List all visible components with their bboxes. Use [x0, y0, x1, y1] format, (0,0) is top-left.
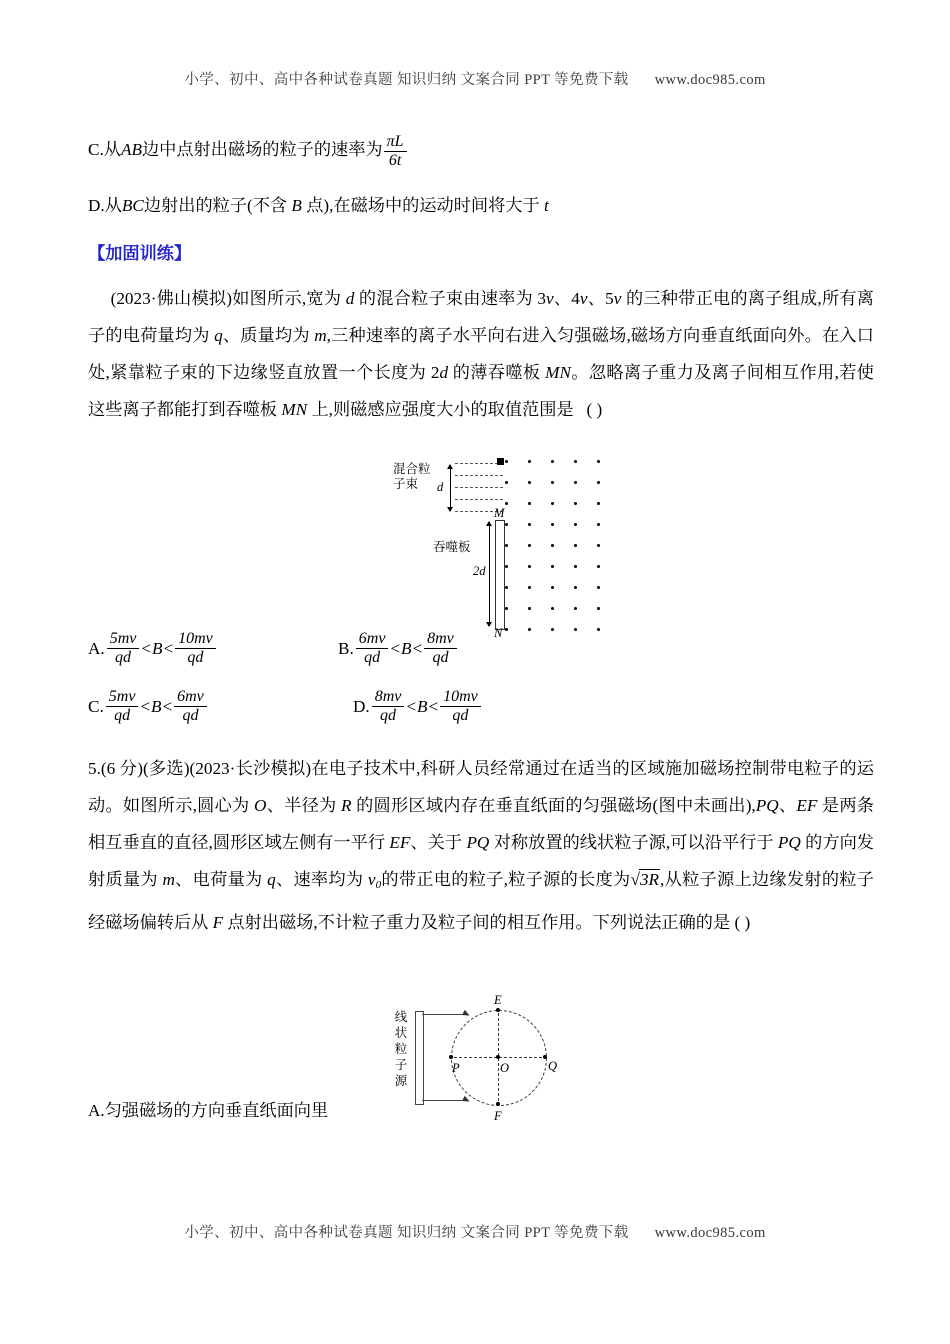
question-5-source: (2023·长沙模拟) — [189, 758, 312, 778]
point-f-label: F — [494, 1109, 502, 1123]
prev-option-d — [88, 188, 874, 223]
prev-option-d-var3: t — [543, 195, 549, 215]
reinforce-option-a[interactable] — [88, 626, 338, 672]
prev-option-d-var1: BC — [121, 195, 144, 215]
reinforce-source: (2023·佛山模拟) — [110, 288, 232, 308]
opt-a-rhs-den: qd — [187, 649, 204, 667]
opt-c-lhs-den: qd — [114, 707, 131, 725]
emission-ray-bottom — [422, 1100, 466, 1101]
reinforce-option-c[interactable] — [88, 684, 353, 730]
opt-b-rhs-num: 8mv — [424, 630, 457, 649]
point-o-label: O — [500, 1061, 510, 1075]
opt-b-relation: <B< — [389, 638, 424, 658]
opt-d-relation: <B< — [405, 696, 440, 716]
prev-option-c-prefix: C.从 — [88, 140, 121, 159]
opt-a-relation: <B< — [140, 638, 175, 658]
opt-a-lhs-num: 5mv — [107, 630, 140, 649]
question-5-type: (多选) — [142, 758, 190, 778]
prev-option-c-var: AB — [120, 140, 142, 159]
opt-c-rhs-num: 6mv — [174, 688, 207, 707]
prev-option-d-var2: B — [291, 195, 302, 215]
point-p-label: P — [452, 1061, 460, 1075]
emission-arrow-top — [462, 1010, 471, 1019]
question-5-option-a[interactable]: A.匀强磁场的方向垂直纸面向里 — [88, 1100, 329, 1120]
beam-dash-line — [455, 499, 503, 500]
beam-dash-line — [455, 475, 503, 476]
fraction-numerator: πL — [384, 133, 407, 152]
point-q-label: Q — [548, 1059, 558, 1073]
opt-c-lhs-num: 5mv — [106, 688, 139, 707]
fraction-denominator: 6t — [388, 151, 402, 169]
header-promo-text: 小学、初中、高中各种试卷真题 知识归纳 文案合同 PPT 等免费下载 — [184, 72, 629, 88]
point-n-label: N — [494, 626, 503, 640]
beam-width-label: d — [437, 480, 444, 494]
plate-length-label: 2d — [473, 564, 486, 578]
point-e-label: E — [494, 993, 502, 1007]
emission-ray-top — [422, 1014, 466, 1015]
question-5-paragraph — [88, 750, 874, 941]
prev-option-d-text2: 点),在磁场中的运动时间将大于 — [301, 195, 544, 215]
footer-promo-text: 小学、初中、高中各种试卷真题 知识归纳 文案合同 PPT 等免费下载 — [184, 1225, 629, 1241]
prev-option-d-prefix: D.从 — [88, 195, 122, 215]
line-particle-source — [415, 1011, 424, 1105]
emission-arrow-bottom — [462, 1096, 471, 1105]
reinforce-line-1: 如图所示,宽为 d 的混合粒子束由速率为 3v、4v、5v 的三种带正电的离子组成,所有离子的电荷量均为 q、质量均为 m,三种速率的离子水平向右进入匀强磁场,磁场方向垂直纸面向外。在入口处,紧靠粒子束的下边缘竖直放置一个长度为 2d 的薄吞噬板 MN。忽略离子重力及离子间相互作用,若使这些离子都能打到吞噬板 MN 上,则磁感应强度大小的取值范围是 — [88, 288, 874, 419]
reinforce-option-d[interactable] — [353, 684, 482, 730]
beam-dash-line — [455, 463, 503, 464]
reinforce-answer-blank: ( ) — [586, 399, 603, 419]
reinforce-question-paragraph — [88, 280, 874, 428]
page-header-runner — [0, 68, 950, 89]
reinforce-option-b-label: B. — [338, 638, 354, 658]
footer-site-url: www.doc985.com — [654, 1225, 766, 1241]
mixed-beam-label: 混合粒 子束 — [393, 462, 431, 491]
line-source-label: 线 状 粒 子 源 — [394, 1010, 408, 1088]
reinforce-options-row-2 — [88, 684, 874, 730]
beam-entry-marker — [497, 458, 504, 465]
opt-c-relation: <B< — [139, 696, 174, 716]
page-footer-runner — [0, 1221, 950, 1242]
opt-a-lhs-den: qd — [115, 649, 132, 667]
prev-option-d-text1: 边射出的粒子(不含 — [143, 195, 292, 215]
question-5-answer-blank: ( ) — [734, 912, 751, 932]
beam-width-arrow — [450, 465, 451, 511]
question-5-body: 在电子技术中,科研人员经常通过在适当的区域施加磁场控制带电粒子的运动。如图所示,圆心为 O、半径为 R 的圆形区域内存在垂直纸面的匀强磁场(图中未画出),PQ、EF 是两条相互垂直的直径,圆形区域左侧有一平行 EF、关于 PQ 对称放置的线状粒子源,可以沿平行于 PQ 的方向发射质量为 m、电荷量为 q、速率均为 $v_0$的带正电的粒子,粒子源的长度为√3R,从粒子源上边缘发射的粒子经磁场偏转后从 F 点射出磁场,不计粒子重力及粒子间的相互作用。下列说法正确的是 — [88, 758, 874, 932]
plate-length-arrow — [489, 522, 490, 626]
opt-a-rhs-num: 10mv — [175, 630, 216, 649]
prev-option-c — [88, 132, 874, 170]
swallowing-plate-diagram — [393, 452, 608, 638]
swallowing-plate-bar — [495, 520, 505, 630]
opt-d-rhs-den: qd — [452, 707, 469, 725]
header-site-url: www.doc985.com — [654, 72, 766, 88]
opt-d-rhs-num: 10mv — [440, 688, 481, 707]
circular-field-diagram — [393, 993, 608, 1139]
section-header-reinforce: 【加固训练】 — [88, 242, 192, 263]
reinforce-option-c-label: C. — [88, 696, 104, 716]
opt-b-lhs-num: 6mv — [356, 630, 389, 649]
reinforce-option-a-label: A. — [88, 638, 105, 658]
swallowing-plate-label: 吞噬板 — [433, 540, 471, 554]
reinforce-option-d-label: D. — [353, 696, 370, 716]
question-5-score: (6 分) — [100, 758, 143, 778]
speed-fraction — [384, 133, 407, 170]
opt-d-lhs-num: 8mv — [372, 688, 405, 707]
opt-b-lhs-den: qd — [364, 649, 381, 667]
opt-c-rhs-den: qd — [182, 707, 199, 725]
reinforce-indent — [88, 289, 111, 308]
source-bracket-top — [422, 1011, 424, 1012]
point-m-label: M — [494, 506, 505, 520]
beam-dash-line — [455, 487, 503, 488]
opt-d-lhs-den: qd — [380, 707, 397, 725]
prev-option-c-text: 边中点射出磁场的粒子的速率为 — [141, 140, 383, 159]
opt-b-rhs-den: qd — [432, 649, 449, 667]
question-5-number: 5. — [88, 758, 101, 778]
